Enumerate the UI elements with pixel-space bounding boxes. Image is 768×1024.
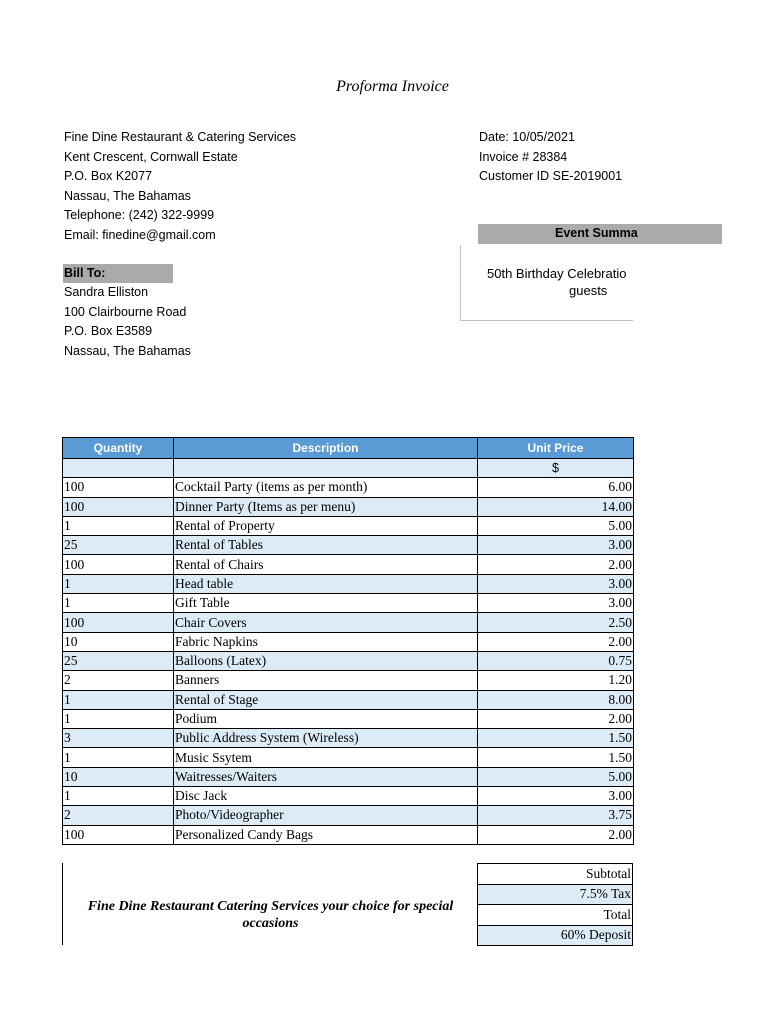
description-cell: Gift Table [174, 594, 478, 613]
totals-table [477, 863, 633, 946]
table-row [63, 767, 634, 786]
description-cell: Cocktail Party (items as per month) [174, 478, 478, 497]
unit-price-cell: 3.00 [478, 594, 634, 613]
quantity-cell: 1 [63, 709, 174, 728]
subtotal-label: Subtotal [478, 864, 633, 885]
currency-symbol: $ [478, 459, 634, 478]
customer-address-line: P.O. Box E3589 [64, 324, 153, 339]
table-row [63, 671, 634, 690]
quantity-cell: 1 [63, 787, 174, 806]
table-row [63, 709, 634, 728]
quantity-cell: 100 [63, 825, 174, 844]
table-row [63, 651, 634, 670]
quantity-cell: 2 [63, 671, 174, 690]
table-row [63, 478, 634, 497]
quantity-cell: 2 [63, 806, 174, 825]
unit-price-cell: 2.00 [478, 825, 634, 844]
unit-price-cell: 3.75 [478, 806, 634, 825]
description-header: Description [174, 438, 478, 459]
description-cell: Music Ssytem [174, 748, 478, 767]
customer-address-line: Nassau, The Bahamas [64, 343, 191, 358]
table-cell [174, 459, 478, 478]
table-row [63, 632, 634, 651]
unit-price-cell: 3.00 [478, 787, 634, 806]
footer-slogan-box [62, 863, 478, 945]
quantity-cell: 100 [63, 478, 174, 497]
tax-label: 7.5% Tax [478, 884, 633, 905]
description-cell: Rental of Chairs [174, 555, 478, 574]
tax-row [478, 884, 633, 905]
table-row [63, 729, 634, 748]
invoice-number: Invoice # 28384 [479, 149, 568, 164]
table-row [63, 574, 634, 593]
quantity-header: Quantity [63, 438, 174, 459]
subtotal-row [478, 864, 633, 885]
company-address-line: Kent Crescent, Cornwall Estate [64, 149, 238, 164]
unit-price-cell: 2.50 [478, 613, 634, 632]
unit-price-header: Unit Price [478, 438, 634, 459]
description-cell: Photo/Videographer [174, 806, 478, 825]
table-cell [63, 459, 174, 478]
table-row [63, 594, 634, 613]
invoice-date: Date: 10/05/2021 [479, 130, 575, 144]
slogan: Fine Dine Restaurant Catering Services your choice for special occasions [87, 899, 454, 931]
quantity-cell: 1 [63, 516, 174, 535]
description-cell: Balloons (Latex) [174, 651, 478, 670]
unit-price-cell: 1.50 [478, 748, 634, 767]
total-row [478, 905, 633, 926]
table-row [63, 536, 634, 555]
description-cell: Public Address System (Wireless) [174, 729, 478, 748]
description-cell: Chair Covers [174, 613, 478, 632]
table-row [63, 825, 634, 844]
unit-price-cell: 5.00 [478, 516, 634, 535]
quantity-cell: 1 [63, 690, 174, 709]
unit-price-cell: 2.00 [478, 709, 634, 728]
description-cell: Banners [174, 671, 478, 690]
unit-price-cell: 0.75 [478, 651, 634, 670]
quantity-cell: 1 [63, 748, 174, 767]
description-cell: Waitresses/Waiters [174, 767, 478, 786]
currency-row [63, 459, 634, 478]
company-address-line: Nassau, The Bahamas [64, 188, 191, 203]
quantity-cell: 100 [63, 497, 174, 516]
bill-to-label: Bill To: [63, 264, 173, 283]
unit-price-cell: 5.00 [478, 767, 634, 786]
unit-price-cell: 3.00 [478, 536, 634, 555]
company-name: Fine Dine Restaurant & Catering Services [64, 130, 297, 144]
deposit-row [478, 925, 633, 946]
customer-address-line: 100 Clairbourne Road [64, 304, 187, 319]
bill-to-info [64, 283, 191, 361]
table-row [63, 613, 634, 632]
description-cell: Personalized Candy Bags [174, 825, 478, 844]
description-cell: Rental of Property [174, 516, 478, 535]
unit-price-cell: 2.00 [478, 632, 634, 651]
description-cell: Fabric Napkins [174, 632, 478, 651]
description-cell: Podium [174, 709, 478, 728]
quantity-cell: 10 [63, 767, 174, 786]
table-row [63, 497, 634, 516]
event-summary-box [460, 245, 633, 321]
unit-price-cell: 2.00 [478, 555, 634, 574]
unit-price-cell: 6.00 [478, 478, 634, 497]
description-cell: Rental of Tables [174, 536, 478, 555]
event-description: 50th Birthday Celebratio [487, 266, 627, 281]
table-row [63, 806, 634, 825]
company-email: Email: finedine@gmail.com [64, 227, 216, 242]
table-row [63, 516, 634, 535]
unit-price-cell: 1.50 [478, 729, 634, 748]
table-row [63, 748, 634, 767]
description-cell: Head table [174, 574, 478, 593]
quantity-cell: 100 [63, 555, 174, 574]
event-guests: guests [569, 283, 608, 298]
total-label: Total [478, 905, 633, 926]
table-row [63, 690, 634, 709]
unit-price-cell: 14.00 [478, 497, 634, 516]
table-row [63, 555, 634, 574]
quantity-cell: 3 [63, 729, 174, 748]
unit-price-cell: 3.00 [478, 574, 634, 593]
invoice-meta [479, 128, 622, 187]
invoice-title: Proforma Invoice [336, 78, 449, 95]
description-cell: Rental of Stage [174, 690, 478, 709]
quantity-cell: 10 [63, 632, 174, 651]
customer-name: Sandra Elliston [64, 285, 149, 299]
company-info [64, 128, 296, 246]
company-telephone: Telephone: (242) 322-9999 [64, 208, 215, 223]
table-row [63, 787, 634, 806]
quantity-cell: 1 [63, 594, 174, 613]
description-cell: Dinner Party (Items as per menu) [174, 497, 478, 516]
customer-id: Customer ID SE-2019001 [479, 169, 623, 184]
line-items-table [62, 437, 634, 845]
quantity-cell: 100 [63, 613, 174, 632]
unit-price-cell: 1.20 [478, 671, 634, 690]
description-cell: Disc Jack [174, 787, 478, 806]
unit-price-cell: 8.00 [478, 690, 634, 709]
deposit-label: 60% Deposit [478, 925, 633, 946]
quantity-cell: 25 [63, 536, 174, 555]
company-address-line: P.O. Box K2077 [64, 169, 153, 184]
quantity-cell: 1 [63, 574, 174, 593]
quantity-cell: 25 [63, 651, 174, 670]
event-summary-title: Event Summa [555, 226, 638, 240]
event-summary-header [478, 224, 722, 244]
